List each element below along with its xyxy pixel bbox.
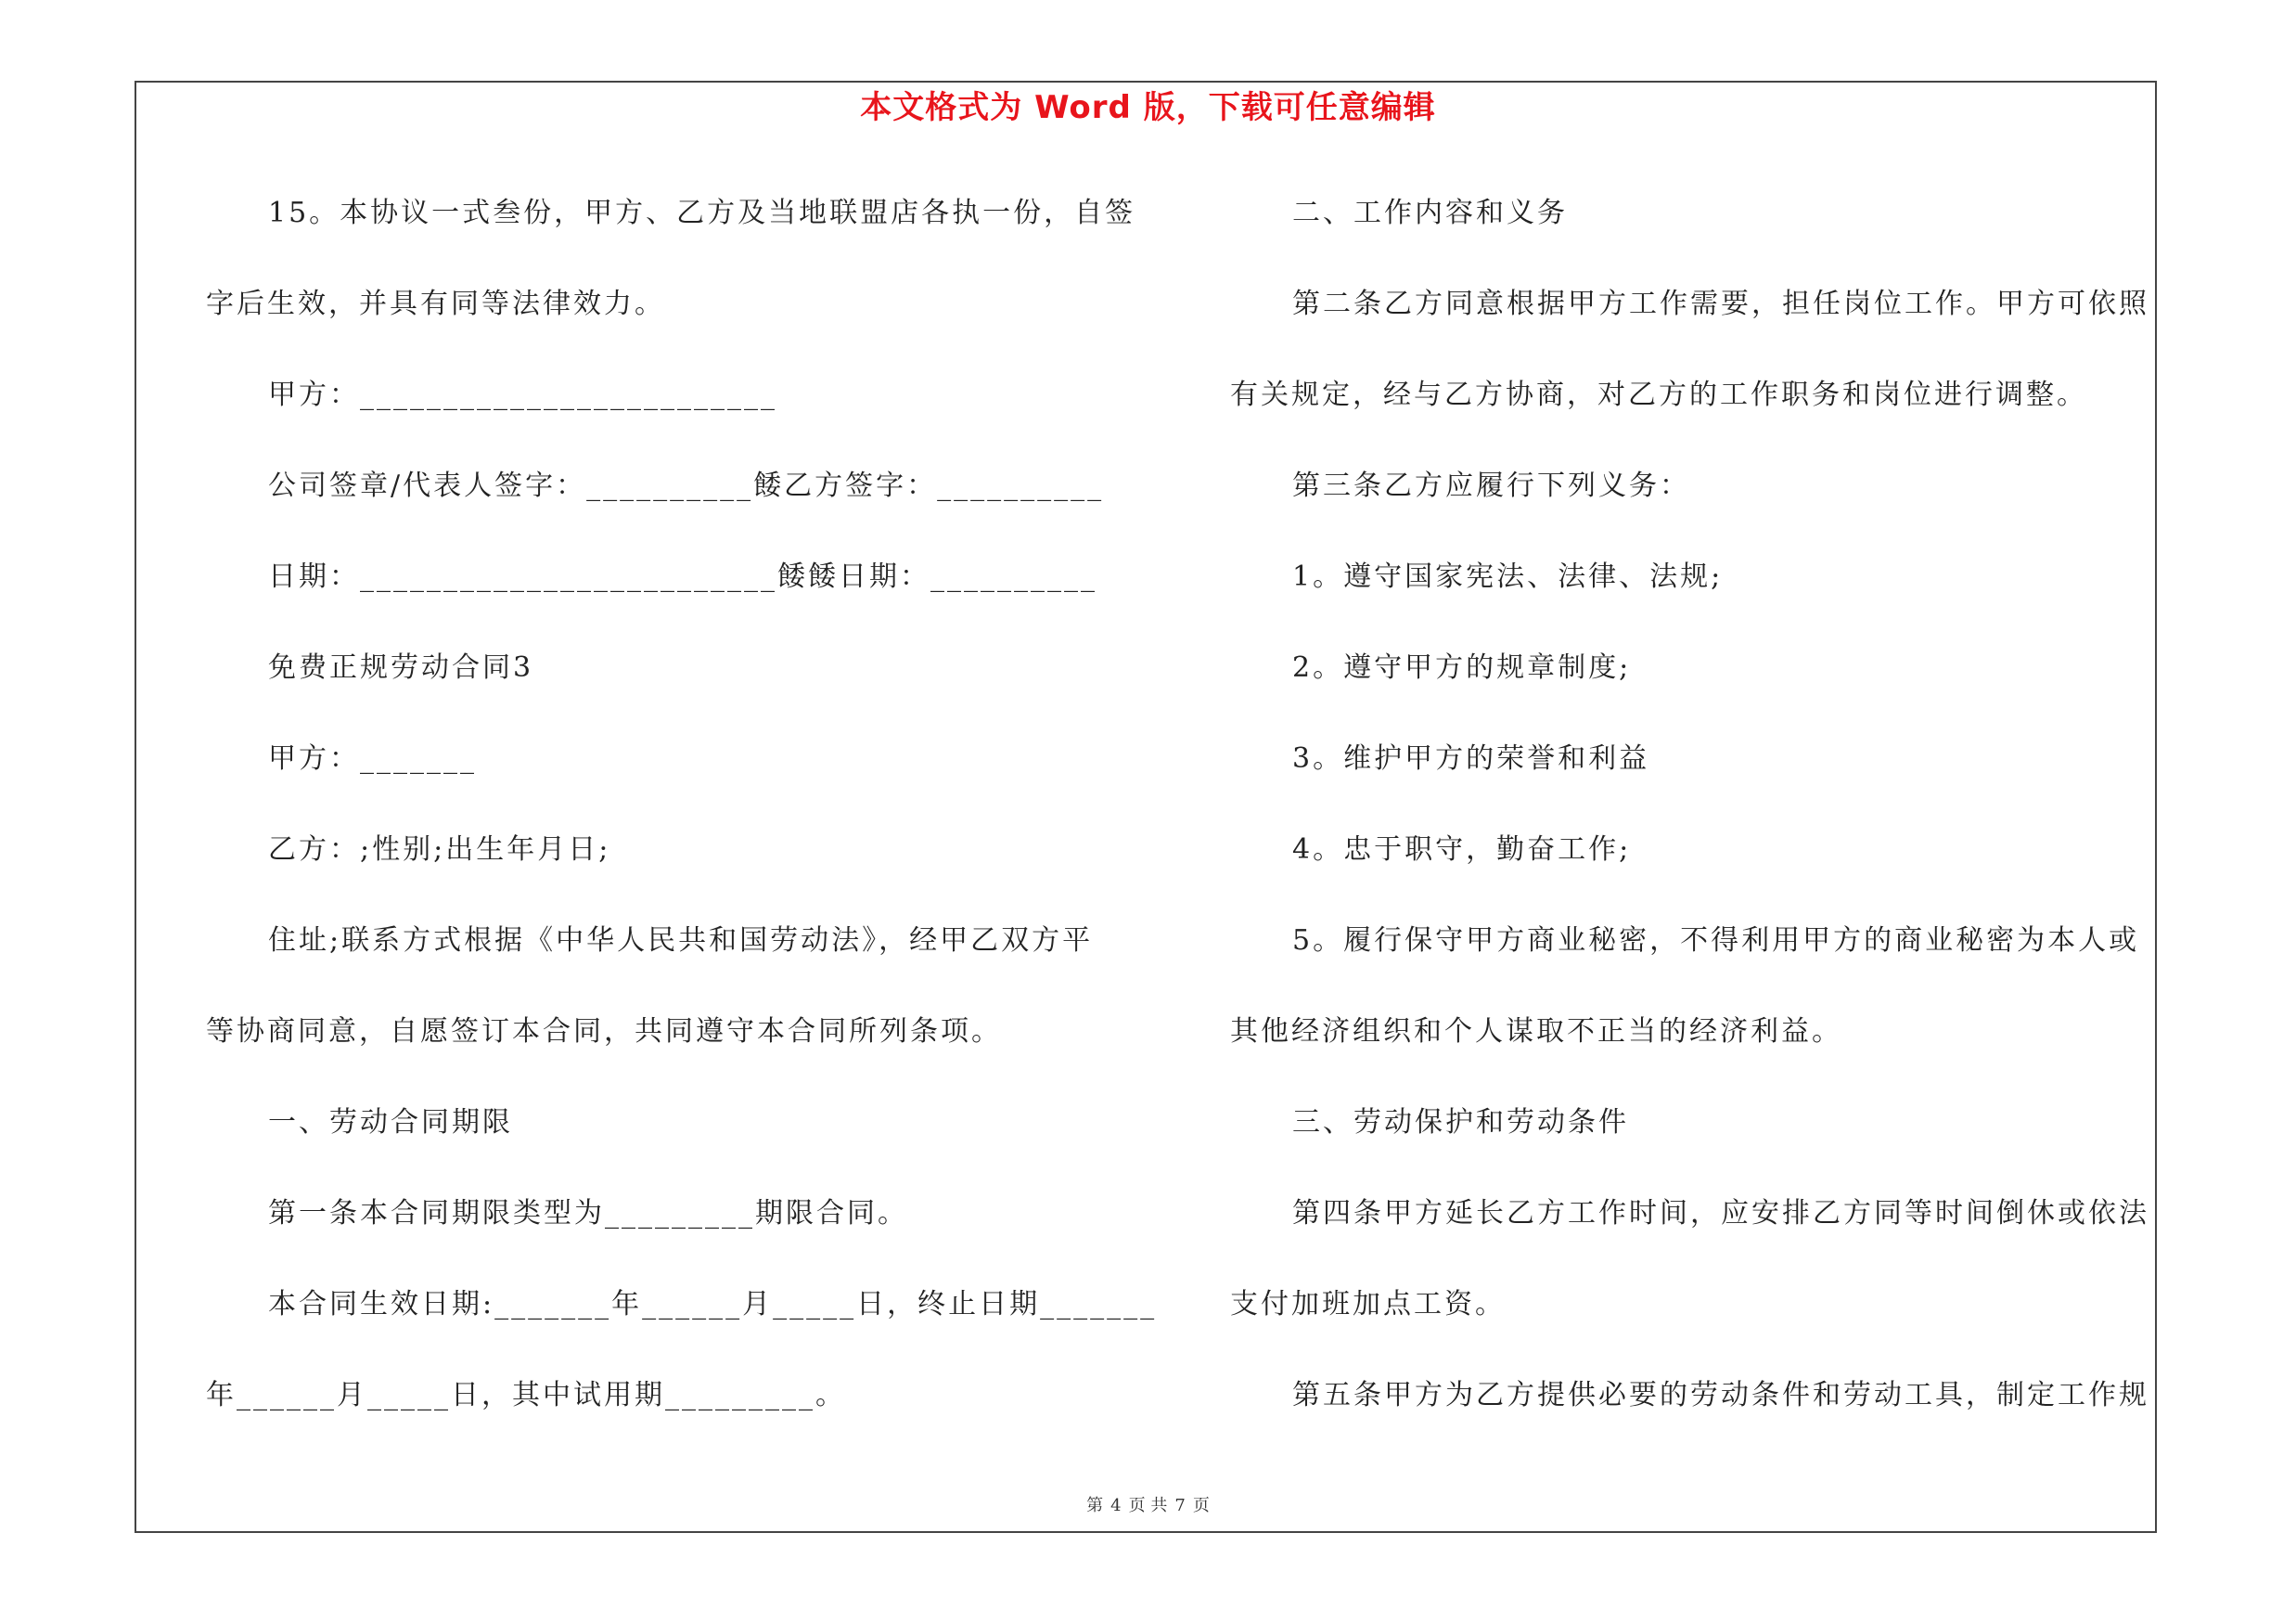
paragraph-line: 1。遵守国家宪法、法律、法规; — [1292, 560, 1724, 593]
paragraph-line: 本合同生效日期:_______年______月_____日，终止日期_______ — [268, 1288, 1158, 1320]
paragraph-line: 甲方：_________________________ — [268, 379, 777, 411]
footer-total-pages: 7 — [1174, 1496, 1186, 1515]
footer-prefix: 第 — [1086, 1496, 1104, 1515]
paragraph-line: 三、劳动保护和劳动条件 — [1292, 1106, 1629, 1139]
paragraph-line: 年______月_____日，其中试用期_________。 — [206, 1379, 846, 1411]
paragraph-line: 一、劳动合同期限 — [268, 1106, 513, 1139]
paragraph-line: 二、工作内容和义务 — [1292, 197, 1568, 229]
footer-suffix: 页 — [1192, 1496, 1210, 1515]
paragraph-line: 公司签章/代表人签字：__________餧乙方签字：__________ — [268, 470, 1105, 502]
paragraph-line: 等协商同意，自愿签订本合同，共同遵守本合同所列条项。 — [206, 1015, 1002, 1048]
paragraph-line: 第三条乙方应履行下列义务： — [1292, 470, 1690, 502]
paragraph-line: 第五条甲方为乙方提供必要的劳动条件和劳动工具，制定工作规 — [1292, 1379, 2149, 1411]
paragraph-line: 免费正规劳动合同3 — [268, 651, 534, 684]
footer-mid: 页 共 — [1128, 1496, 1168, 1515]
paragraph-line: 支付加班加点工资。 — [1230, 1288, 1506, 1320]
format-banner: 本文格式为 Word 版，下载可任意编辑 — [860, 89, 1436, 126]
footer-current-page: 4 — [1110, 1496, 1122, 1515]
right-column — [1230, 186, 2158, 1459]
paragraph-line: 第一条本合同期限类型为_________期限合同。 — [268, 1197, 908, 1230]
paragraph-line: 15。本协议一式叁份，甲方、乙方及当地联盟店各执一份，自签 — [268, 197, 1136, 229]
paragraph-line: 有关规定，经与乙方协商，对乙方的工作职务和岗位进行调整。 — [1230, 379, 2087, 411]
page-footer — [0, 1492, 2296, 1516]
paragraph-line: 字后生效，并具有同等法律效力。 — [206, 288, 665, 320]
paragraph-line: 其他经济组织和个人谋取不正当的经济利益。 — [1230, 1015, 1842, 1048]
paragraph-line: 日期：_________________________餧餧日期：__________ — [268, 560, 1097, 593]
paragraph-line: 住址;联系方式根据《中华人民共和国劳动法》，经甲乙双方平 — [268, 924, 1094, 957]
paragraph-line: 4。忠于职守，勤奋工作; — [1292, 833, 1632, 866]
paragraph-line: 5。履行保守甲方商业秘密，不得利用甲方的商业秘密为本人或 — [1292, 924, 2140, 957]
paragraph-line: 甲方：_______ — [268, 742, 477, 775]
paragraph-line: 乙方：;性别;出生年月日; — [268, 833, 611, 866]
paragraph-line: 第四条甲方延长乙方工作时间，应安排乙方同等时间倒休或依法 — [1292, 1197, 2149, 1230]
paragraph-line: 3。维护甲方的荣誉和利益 — [1292, 742, 1650, 775]
left-column — [206, 186, 1158, 1459]
paragraph-line: 第二条乙方同意根据甲方工作需要，担任岗位工作。甲方可依照 — [1292, 288, 2149, 320]
paragraph-line: 2。遵守甲方的规章制度; — [1292, 651, 1632, 684]
